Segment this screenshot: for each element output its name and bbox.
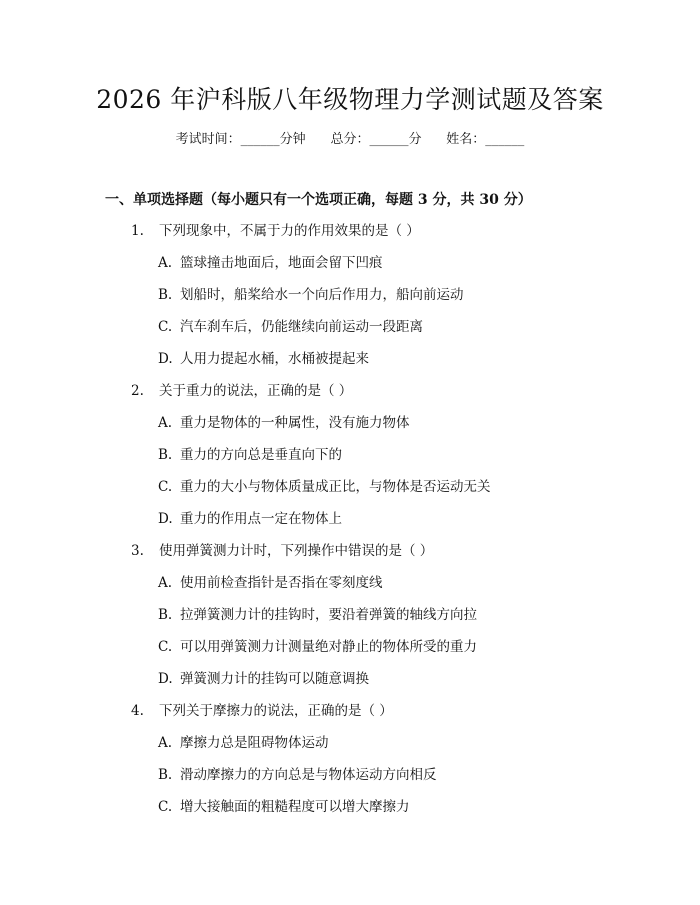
question-text: 使用弹簧测力计时，下列操作中错误的是（ ） [159, 543, 434, 559]
option-text: 拉弹簧测力计的挂钩时，要沿着弹簧的轴线方向拉 [180, 607, 477, 623]
option-text: 篮球撞击地面后，地面会留下凹痕 [180, 255, 383, 271]
option-text: 重力是物体的一种属性，没有施力物体 [180, 415, 410, 431]
total-score-label: 总分：______分 [330, 132, 422, 147]
option-3c [158, 637, 477, 657]
option-3d [158, 669, 369, 689]
option-text: 弹簧测力计的挂钩可以随意调换 [180, 671, 369, 687]
option-text: 增大接触面的粗糙程度可以增大摩擦力 [180, 799, 410, 815]
option-key: B. [158, 607, 173, 623]
option-key: A. [158, 735, 173, 751]
question-number: 4. [131, 703, 144, 719]
question-4 [131, 701, 393, 721]
option-key: A. [158, 415, 173, 431]
option-1c [158, 317, 423, 337]
question-text: 下列关于摩擦力的说法，正确的是（ ） [159, 703, 393, 719]
option-key: A. [158, 575, 173, 591]
option-key: C. [158, 479, 173, 495]
option-3a [158, 573, 383, 593]
option-key: D. [158, 671, 173, 687]
option-2c [158, 477, 491, 497]
student-name-label: 姓名：______ [446, 132, 525, 147]
option-text: 使用前检查指针是否指在零刻度线 [180, 575, 383, 591]
option-text: 重力的方向总是垂直向下的 [180, 447, 342, 463]
question-number: 3. [131, 543, 144, 559]
option-text: 汽车刹车后，仍能继续向前运动一段距离 [180, 319, 423, 335]
exam-meta [0, 130, 700, 150]
question-2 [131, 381, 352, 401]
question-number: 1. [131, 223, 144, 239]
option-key: B. [158, 287, 173, 303]
option-key: C. [158, 799, 173, 815]
section-heading-single-choice: 一、单项选择题（每小题只有一个选项正确，每题 3 分，共 30 分） [105, 192, 532, 208]
option-2d [158, 509, 342, 529]
option-1b [158, 285, 464, 305]
option-2b [158, 445, 342, 465]
question-text: 下列现象中，不属于力的作用效果的是（ ） [159, 223, 420, 239]
option-key: C. [158, 319, 173, 335]
question-text: 关于重力的说法，正确的是（ ） [159, 383, 353, 399]
option-4a [158, 733, 329, 753]
option-4c [158, 797, 410, 817]
option-text: 滑动摩擦力的方向总是与物体运动方向相反 [180, 767, 437, 783]
option-text: 重力的作用点一定在物体上 [180, 511, 342, 527]
question-3 [131, 541, 433, 561]
question-number: 2. [131, 383, 144, 399]
option-key: B. [158, 767, 173, 783]
option-text: 划船时，船桨给水一个向后作用力，船向前运动 [180, 287, 464, 303]
option-text: 重力的大小与物体质量成正比，与物体是否运动无关 [180, 479, 491, 495]
option-key: D. [158, 511, 173, 527]
page-title: 2026 年沪科版八年级物理力学测试题及答案 [96, 85, 604, 114]
option-3b [158, 605, 477, 625]
option-key: B. [158, 447, 173, 463]
option-text: 摩擦力总是阻碍物体运动 [180, 735, 329, 751]
option-4b [158, 765, 437, 785]
option-1d [158, 349, 369, 369]
question-1 [131, 221, 420, 241]
option-key: C. [158, 639, 173, 655]
option-2a [158, 413, 410, 433]
option-key: A. [158, 255, 173, 271]
option-text: 人用力提起水桶，水桶被提起来 [180, 351, 369, 367]
option-text: 可以用弹簧测力计测量绝对静止的物体所受的重力 [180, 639, 477, 655]
exam-time-label: 考试时间：______分钟 [175, 132, 306, 147]
option-1a [158, 253, 383, 273]
option-key: D. [158, 351, 173, 367]
